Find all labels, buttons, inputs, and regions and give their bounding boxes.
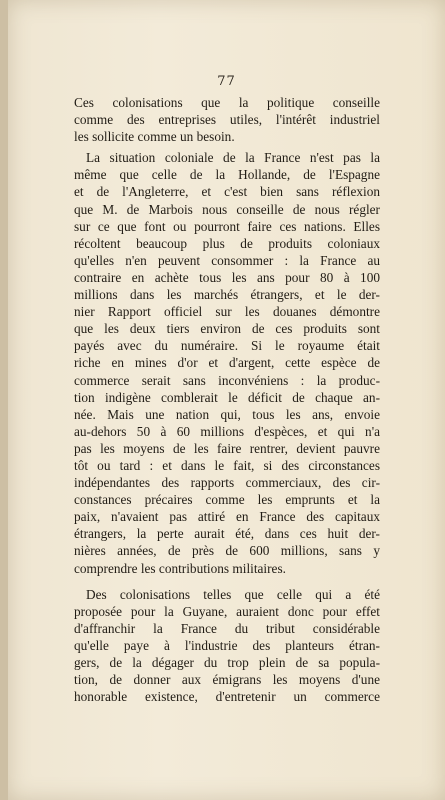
text-line: que M. de Marbois nous conseille de nous régler	[74, 201, 380, 217]
text-line: paix, n'avaient pas attiré en France des capitaux	[74, 509, 380, 525]
text-line: millions dans les marchés étrangers, et le der-	[74, 287, 380, 303]
page-number: 77	[217, 74, 236, 89]
text-line: payés avec du numéraire. Si le royaume était	[74, 338, 380, 354]
text-line: La situation coloniale de la France n'est pas la	[86, 150, 380, 166]
paragraph-gap	[74, 577, 380, 586]
text-line: étrangers, la perte aurait été, dans ces huit der-	[74, 526, 380, 542]
text-line: tion, de donner aux émigrans les moyens d'une	[74, 672, 380, 688]
text-line: tôt ou tard : et dans le fait, si des circonstances	[74, 457, 380, 473]
text-line: les sollicite comme un besoin.	[74, 129, 235, 145]
text-line: née. Mais une nation qui, tous les ans, envoie	[74, 406, 380, 422]
text-line: honorable existence, d'entretenir un commerce	[74, 689, 380, 705]
text-line: nier Rapport officiel sur les douanes démontre	[74, 304, 380, 320]
text-line: proposée pour la Guyane, auraient donc pour effet	[74, 603, 380, 619]
text-line: indépendantes des rapports commerciaux, des cir-	[74, 475, 380, 491]
paragraph-3	[74, 586, 380, 706]
text-line: commerce serait sans inconvéniens : la produc-	[74, 372, 380, 388]
body-text	[74, 94, 380, 705]
text-line: comprendre les contributions militaires.	[74, 560, 286, 576]
text-line: récoltent beaucoup plus de produits coloniaux	[74, 235, 380, 251]
text-line: même que celle de la Hollande, de l'Espagne	[74, 167, 380, 183]
text-line: nières années, de près de 600 millions, sans y	[74, 543, 380, 559]
text-line: sur ce que font ou pourront faire ces nations. Elles	[74, 218, 380, 234]
text-line: que les deux tiers environ de ces produits sont	[74, 321, 380, 337]
text-line: pas les moyens de les faire rentrer, devient pauvre	[74, 440, 380, 456]
text-line: gers, de la dégager du trop plein de sa popula-	[74, 655, 380, 670]
paragraph-1	[74, 94, 380, 145]
text-line: qu'elle paye à l'industrie des planteurs étran-	[74, 637, 380, 653]
book-page	[8, 0, 445, 800]
text-line: comme des entreprises utiles, l'intérêt industriel	[74, 112, 380, 128]
paragraph-2	[74, 149, 380, 576]
text-line: Ces colonisations que la politique conseille	[74, 95, 380, 110]
text-line: riche en mines d'or et d'argent, cette espèce de	[74, 355, 380, 371]
text-line: qu'elles n'en peuvent consommer : la France au	[74, 252, 380, 268]
text-line: constances précaires comme les emprunts et la	[74, 492, 380, 508]
text-line: contraire en achète tous les ans pour 80 à 100	[74, 269, 380, 285]
text-line: tion indigène comblerait le déficit de chaque an-	[74, 389, 380, 405]
text-line: au-dehors 50 à 60 millions d'espèces, et qui n'a	[74, 423, 380, 439]
text-line: d'affranchir la France du tribut considérable	[74, 620, 380, 636]
text-line: et de l'Angleterre, et c'est bien sans réflexion	[74, 184, 380, 200]
text-line: Des colonisations telles que celle qui a été	[86, 586, 380, 602]
